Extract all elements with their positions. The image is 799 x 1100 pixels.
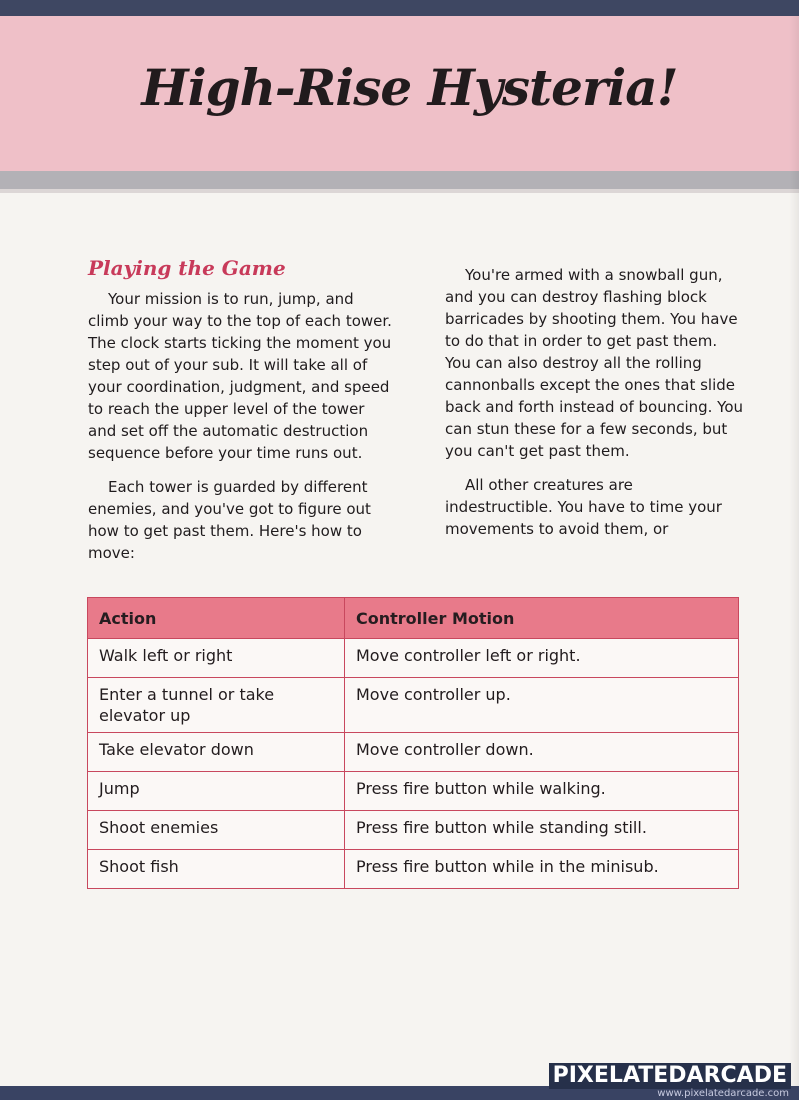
- action-cell: Walk left or right: [88, 639, 345, 678]
- watermark-url: www.pixelatedarcade.com: [657, 1088, 789, 1099]
- motion-cell: Press fire button while in the minisub.: [345, 850, 739, 889]
- table-row: [88, 811, 739, 850]
- motion-cell: Move controller up.: [345, 678, 739, 733]
- action-cell: Take elevator down: [88, 733, 345, 772]
- column-header-action: Action: [88, 598, 345, 639]
- motion-cell: Move controller left or right.: [345, 639, 739, 678]
- motion-cell: Press fire button while standing still.: [345, 811, 739, 850]
- page-spine-shadow: [789, 16, 799, 1086]
- top-edge: [0, 0, 799, 16]
- table-row: [88, 772, 739, 811]
- table-row: [88, 850, 739, 889]
- header-divider: [0, 171, 799, 189]
- table-header-row: [88, 598, 739, 639]
- left-column: [88, 288, 393, 576]
- table-row: [88, 733, 739, 772]
- header-divider-line: [0, 189, 799, 193]
- motion-cell: Press fire button while walking.: [345, 772, 739, 811]
- right-column: [445, 264, 745, 552]
- table-row: [88, 639, 739, 678]
- paragraph: All other creatures are indestructible. You have to time your movements to avoid them, or: [445, 476, 722, 538]
- controls-table: [87, 597, 739, 889]
- action-cell: Shoot fish: [88, 850, 345, 889]
- column-header-controller-motion: Controller Motion: [345, 598, 739, 639]
- watermark-logo: PIXELATEDARCADE: [549, 1063, 791, 1089]
- paragraph: Each tower is guarded by different enemies, and you've got to figure out how to get past them. Here's how to move:: [88, 478, 371, 562]
- paragraph: You're armed with a snowball gun, and you can destroy flashing block barricades by shooting them. You have to do that in order to get past them. You can also destroy all the rolling cannonballs except the ones that slide back and forth instead of bouncing. You can stun these for a few seconds, but you can't get past them.: [445, 266, 744, 460]
- paragraph: Your mission is to run, jump, and climb your way to the top of each tower. The clock starts ticking the moment you step out of your sub. It will take all of your coordination, judgment, and speed to reach the upper level of the tower and set off the automatic destruction sequence before your time runs out.: [88, 290, 392, 462]
- section-heading: Playing the Game: [88, 256, 286, 280]
- action-cell: Enter a tunnel or take elevator up: [88, 678, 345, 733]
- table-row: [88, 678, 739, 733]
- action-cell: Jump: [88, 772, 345, 811]
- action-cell: Shoot enemies: [88, 811, 345, 850]
- motion-cell: Move controller down.: [345, 733, 739, 772]
- page-title: High-Rise Hysteria!: [141, 58, 678, 117]
